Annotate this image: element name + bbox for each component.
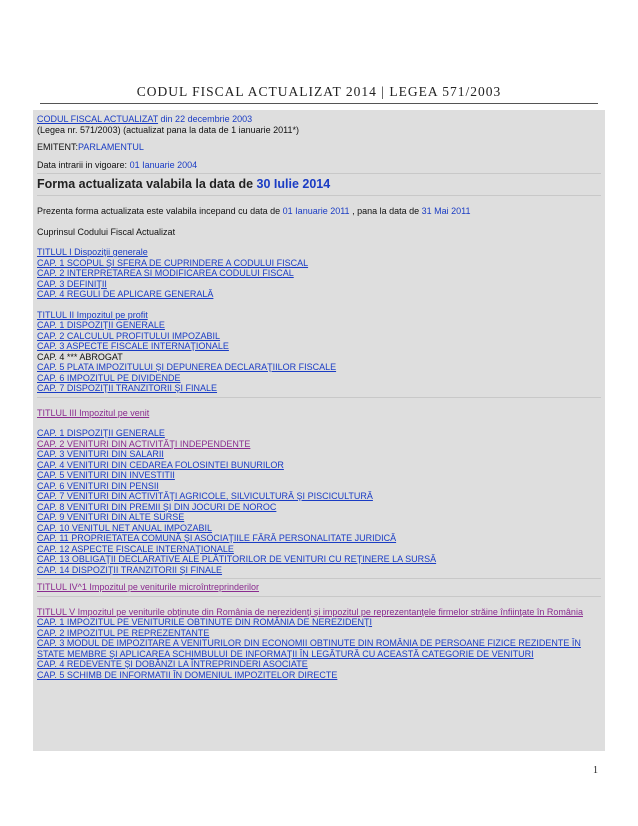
issuer-value: PARLAMENTUL: [78, 142, 144, 152]
page-number: 1: [593, 765, 598, 776]
toc-link[interactable]: CAP. 6 VENITURI DIN PENSII: [37, 480, 159, 491]
toc-title-3[interactable]: TITLUL III Impozitul pe venit: [37, 407, 150, 418]
form-title: [37, 177, 601, 192]
law-title-line: [37, 114, 601, 125]
toc-link[interactable]: CAP. 3 MODUL DE IMPOZITARE A VENITURILOR DIN ECONOMII OBTINUTE DIN ROMÂNIA DE PERSOANE FIZICE REZIDENTE ÎN STATE MEMBRE ŞI APLICAREA SCHIMBULUI DE INFORMAŢII ÎN LEGĂTURĂ CU ACEASTĂ CATEGORIE DE VENITURI: [37, 638, 581, 659]
toc-link[interactable]: CAP. 2 CALCULUL PROFITULUI IMPOZABIL: [37, 330, 221, 341]
form-desc-text-2: , pana la data de: [352, 206, 420, 216]
law-title-link[interactable]: CODUL FISCAL ACTUALIZAT: [37, 114, 159, 124]
toc-link[interactable]: CAP. 4 REGULI DE APLICARE GENERALĂ: [37, 289, 214, 299]
divider: [37, 195, 601, 196]
toc-link[interactable]: CAP. 11 PROPRIETATEA COMUNĂ ŞI ASOCIAŢIILE FĂRĂ PERSONALITATE JURIDICĂ: [37, 533, 397, 543]
effective-value: 01 Ianuarie 2004: [129, 159, 198, 170]
toc-link[interactable]: CAP. 5 VENITURI DIN INVESTITII: [37, 470, 175, 480]
law-note: (Legea nr. 571/2003) (actualizat pana la data de 1 ianuarie 2011*): [37, 124, 300, 135]
toc-link[interactable]: CAP. 12 ASPECTE FISCALE INTERNAŢIONALE: [37, 543, 234, 554]
toc-link[interactable]: CAP. 6 IMPOZITUL PE DIVIDENDE: [37, 372, 181, 383]
law-date: din 22 decembrie 2003: [160, 114, 253, 124]
form-title-date: 30 Iulie 2014: [256, 177, 331, 191]
divider: [37, 397, 601, 398]
toc-link[interactable]: CAP. 14 DISPOZIŢII TRANZITORII ŞI FINALE: [37, 564, 223, 575]
toc-link[interactable]: CAP. 3 DEFINIŢII: [37, 278, 107, 289]
page-header-title: CODUL FISCAL ACTUALIZAT 2014 | LEGEA 571/2003: [136, 84, 502, 99]
form-description: [37, 206, 601, 217]
toc-link[interactable]: CAP. 1 DISPOZIŢII GENERALE: [37, 428, 165, 438]
toc-link[interactable]: CAP. 1 DISPOZIŢII GENERALE: [37, 320, 165, 330]
toc-link[interactable]: CAP. 4 REDEVENTE ŞI DOBÂNZI LA ÎNTREPRINDERI ASOCIATE: [37, 659, 308, 669]
form-desc-text: Prezenta forma actualizata este valabila incepand cu data de: [37, 206, 281, 216]
toc-title-5[interactable]: TITLUL V Impozitul pe veniturile obţinute din România de nerezidenţi şi impozitul pe reprezentanţele firmelor străine înfiinţate în România: [37, 606, 583, 617]
toc-link[interactable]: CAP. 5 SCHIMB DE INFORMATII ÎN DOMENIUL IMPOZITELOR DIRECTE: [37, 669, 338, 680]
form-title-prefix: Forma actualizata valabila la data de: [37, 177, 254, 191]
toc-title-2[interactable]: TITLUL II Impozitul pe profit: [37, 309, 148, 320]
toc-link[interactable]: CAP. 1 SCOPUL ŞI SFERA DE CUPRINDERE A CODULUI FISCAL: [37, 257, 309, 268]
header-rule: [40, 103, 598, 104]
toc-link[interactable]: CAP. 10 VENITUL NET ANUAL IMPOZABIL: [37, 522, 213, 533]
effective-date-line: [37, 160, 601, 171]
toc-link[interactable]: CAP. 7 DISPOZIŢII TRANZITORII ŞI FINALE: [37, 383, 218, 393]
toc-link[interactable]: CAP. 5 PLATA IMPOZITULUI ŞI DEPUNEREA DECLARAŢIILOR FISCALE: [37, 362, 337, 372]
toc-abrogat: CAP. 4 *** ABROGAT: [37, 351, 123, 362]
toc-link[interactable]: CAP. 3 ASPECTE FISCALE INTERNAŢIONALE: [37, 341, 229, 351]
toc-link[interactable]: CAP. 7 VENITURI DIN ACTIVITĂŢI AGRICOLE, SILVICULTURĂ ŞI PISCICULTURĂ: [37, 491, 373, 501]
divider: [37, 173, 601, 174]
toc-link[interactable]: CAP. 1 IMPOZITUL PE VENITURILE OBTINUTE DIN ROMÂNIA DE NEREZIDENŢI: [37, 617, 373, 627]
form-desc-date-end: 31 Mai 2011: [421, 206, 471, 216]
effective-label: Data intrarii in vigoare:: [37, 159, 128, 170]
toc-link[interactable]: CAP. 13 OBLIGAŢII DECLARATIVE ALE PLĂTITORILOR DE VENITURI CU REŢINERE LA SURSĂ: [37, 554, 437, 564]
toc-title-4[interactable]: TITLUL IV^1 Impozitul pe veniturile microîntreprinderilor: [37, 582, 259, 592]
divider: [37, 596, 601, 597]
toc-title-1[interactable]: TITLUL I Dispoziţii generale: [37, 247, 148, 257]
toc-link[interactable]: CAP. 4 VENITURI DIN CEDAREA FOLOSINTEI BUNURILOR: [37, 459, 284, 470]
toc-link[interactable]: CAP. 3 VENITURI DIN SALARII: [37, 449, 164, 459]
toc-link[interactable]: CAP. 2 IMPOZITUL PE REPREZENTANTE: [37, 627, 210, 638]
form-desc-date-start: 01 Ianuarie 2011: [282, 206, 350, 216]
issuer-line: [37, 142, 601, 153]
toc-link[interactable]: CAP. 8 VENITURI DIN PREMII ŞI DIN JOCURI DE NOROC: [37, 501, 277, 512]
issuer-label: EMITENT:: [37, 142, 79, 152]
toc-link-visited[interactable]: CAP. 2 VENITURI DIN ACTIVITĂŢI INDEPENDENTE: [37, 438, 251, 449]
document-content: [33, 110, 605, 751]
toc-heading: Cuprinsul Codului Fiscal Actualizat: [37, 226, 176, 237]
toc-link[interactable]: CAP. 2 INTERPRETAREA SI MODIFICAREA CODULUI FISCAL: [37, 268, 294, 278]
toc-link[interactable]: CAP. 9 VENITURI DIN ALTE SURSE: [37, 512, 185, 522]
divider: [37, 578, 601, 579]
